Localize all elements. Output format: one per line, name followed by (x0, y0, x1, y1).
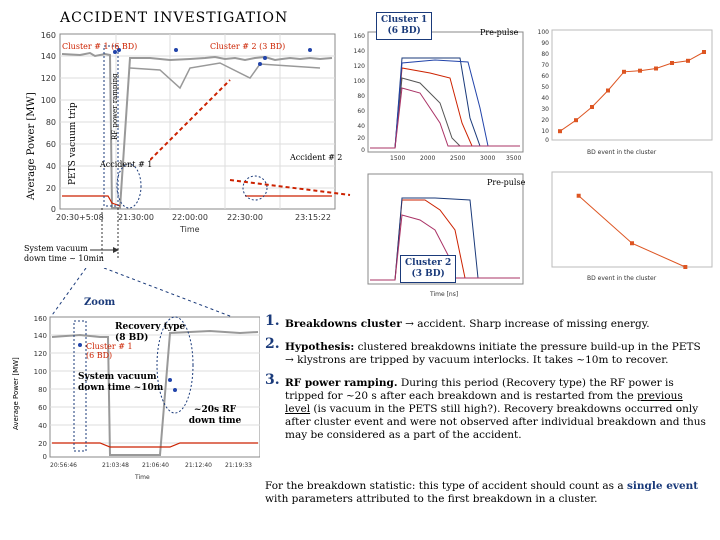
accident2-label: Accident # 2 (290, 153, 343, 162)
svg-text:40: 40 (357, 123, 365, 130)
svg-text:20: 20 (541, 117, 549, 124)
svg-text:Time: Time (135, 474, 150, 481)
svg-text:50: 50 (541, 84, 549, 91)
cluster2-callout: Cluster 2 (3 BD) (400, 255, 456, 283)
y-tick: 40 (45, 162, 56, 171)
svg-text:BD event in the cluster: BD event in the cluster (587, 275, 657, 282)
cluster2-label: Cluster # 2 (3 BD) (210, 42, 286, 51)
pets-label: PETS vacuum trip (68, 102, 78, 185)
svg-text:3000: 3000 (480, 155, 496, 162)
data-point (574, 118, 578, 122)
svg-text:40: 40 (541, 95, 549, 102)
x-tick: 20:30+5:08 (56, 213, 104, 222)
svg-text:60: 60 (357, 108, 365, 115)
vacuum-down-label-2: down time ~ 10min (24, 254, 104, 263)
page-title: ACCIDENT INVESTIGATION (60, 10, 289, 26)
data-point (622, 70, 626, 74)
data-point (590, 105, 594, 109)
findings-list (265, 313, 710, 452)
data-point (683, 265, 687, 269)
svg-text:120: 120 (353, 63, 365, 70)
svg-text:21:06:40: 21:06:40 (142, 462, 169, 469)
breakdown-note: For the breakdown statistic: this type of accident should count as a single event with parameters attributed to the first breakdown in a cluster. (265, 480, 699, 505)
rf-ramping-label: RF power ramping (111, 73, 119, 140)
y-tick: 160 (40, 31, 56, 40)
svg-text:70: 70 (541, 62, 549, 69)
svg-text:100: 100 (353, 78, 365, 85)
finding-1: 1. Breakdowns cluster → accident. Sharp increase of missing energy. (265, 313, 650, 330)
svg-text:2000: 2000 (420, 155, 436, 162)
y-tick: 120 (40, 74, 56, 83)
y-tick: 140 (40, 52, 56, 61)
data-point (630, 241, 634, 245)
svg-text:80: 80 (38, 386, 47, 394)
data-point (577, 194, 581, 198)
svg-text:0: 0 (545, 137, 549, 144)
svg-text:120: 120 (33, 350, 47, 358)
zoom-y-axis-label: Average Power [MW] (12, 357, 20, 430)
svg-text:100: 100 (33, 368, 47, 376)
x-tick: 22:30:00 (227, 213, 263, 222)
x-tick: 23:15:22 (295, 213, 331, 222)
finding-2: 2. Hypothesis: clustered breakdowns initiate the pressure build-up in the PETS → klystrons are tripped by vacuum interlocks. It takes ~10m to recover. (265, 336, 701, 366)
data-point (670, 61, 674, 65)
y-tick: 60 (45, 140, 56, 149)
zoom-vacuum-label: System vacuum down time ~10m (78, 372, 164, 393)
svg-text:20:56:46: 20:56:46 (50, 462, 77, 469)
svg-text:100: 100 (537, 29, 549, 36)
zoom-label: Zoom (84, 297, 116, 308)
y-tick: 20 (45, 184, 56, 193)
data-point (686, 59, 690, 63)
accident1-label: Accident # 1 (100, 160, 153, 169)
svg-text:60: 60 (541, 73, 549, 80)
cluster1-callout: Cluster 1 (6 BD) (376, 12, 432, 40)
y-tick: 80 (45, 118, 56, 127)
cluster2-missing-energy-chart (537, 170, 717, 285)
svg-text:90: 90 (541, 40, 549, 47)
svg-text:60: 60 (38, 404, 47, 412)
vacuum-down-label-1: System vacuum (24, 244, 88, 253)
svg-text:BD event in the cluster: BD event in the cluster (587, 149, 657, 156)
svg-text:30: 30 (541, 106, 549, 113)
svg-text:20: 20 (357, 135, 365, 142)
svg-text:160: 160 (33, 315, 47, 323)
cluster1-label: Cluster # 1 (6 BD) (62, 42, 138, 51)
data-point (638, 69, 642, 73)
x-tick: 22:00:00 (172, 213, 208, 222)
svg-text:21:12:40: 21:12:40 (185, 462, 212, 469)
svg-text:3500: 3500 (506, 155, 522, 162)
data-point (558, 129, 562, 133)
svg-text:140: 140 (33, 332, 47, 340)
zoom-cluster-label: Cluster # 1 (6 BD) (86, 342, 133, 360)
svg-text:Time [ns]: Time [ns] (430, 291, 459, 298)
y-tick: 100 (40, 96, 56, 105)
svg-text:80: 80 (357, 93, 365, 100)
svg-text:160: 160 (353, 33, 365, 40)
finding-3: 3. RF power ramping. During this period (Recovery type) the RF power is tripped for ~20 s after each breakdown and is restarted from the previous level (is vacuum in the PETS still high?). Recovery breakdowns occurred only after cluster event and were not observed after individual breakdown and thus may be considered as a part of the accident. (265, 372, 706, 441)
svg-text:10: 10 (541, 128, 549, 135)
data-point (654, 67, 658, 71)
data-point (606, 89, 610, 93)
y-axis-label: Average Power [MW] (26, 92, 37, 200)
svg-text:2500: 2500 (450, 155, 466, 162)
svg-text:20: 20 (38, 440, 47, 448)
rf-down-label: ~20s RF down time (188, 405, 242, 426)
svg-text:21:19:33: 21:19:33 (225, 462, 252, 469)
svg-text:140: 140 (353, 48, 365, 55)
svg-text:0: 0 (42, 453, 47, 461)
y-tick: 0 (50, 205, 56, 214)
x-tick: 21:30:00 (118, 213, 154, 222)
prepulse-label: Pre-pulse (480, 28, 519, 37)
data-point (702, 50, 706, 54)
cluster1-waveform-plot (340, 28, 525, 163)
x-axis-label: Time (180, 225, 200, 234)
svg-text:21:03:48: 21:03:48 (102, 462, 129, 469)
svg-text:40: 40 (38, 422, 47, 430)
svg-text:0: 0 (361, 147, 365, 154)
svg-text:1500: 1500 (390, 155, 406, 162)
prepulse-label-2: Pre-pulse (487, 178, 526, 187)
cluster1-missing-energy-chart (537, 28, 717, 158)
svg-text:80: 80 (541, 51, 549, 58)
recovery-label: Recovery type (8 BD) (115, 322, 186, 343)
